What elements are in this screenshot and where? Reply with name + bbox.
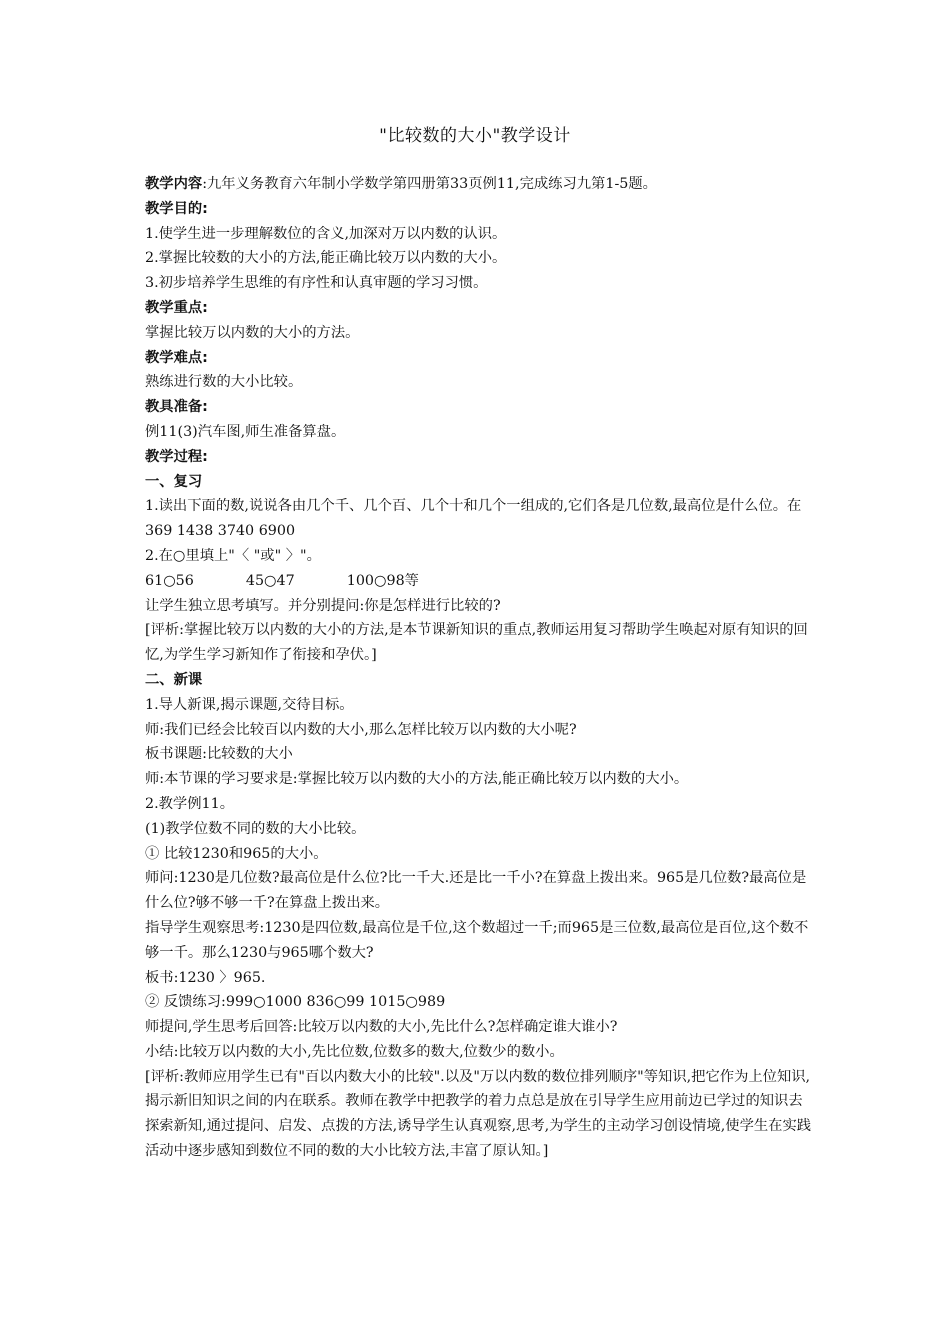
process-heading: 教学过程: <box>145 448 208 465</box>
feedback-practice: ② 反馈练习:999○1000 836○99 1015○989 <box>145 994 446 1011</box>
teacher-line-3: 师提问,学生思考后回答:比较万以内数的大小,先比什么?怎样确定谁大谁小? <box>145 1019 618 1036</box>
review-question-1: 1.读出下面的数,说说各由几个千、几个百、几个十和几个一组成的,它们各是几位数,最高位是什么位。在 <box>145 498 802 515</box>
guide-text: 指导学生观察思考:1230是四位数,最高位是千位,这个数超过一千;而965是三位数,最高位是百位,这个数不够一千。那么1230与965哪个数大? <box>145 919 809 961</box>
document-body <box>145 172 813 1164</box>
new-step-2-1: (1)教学位数不同的数的大小比较。 <box>145 820 366 837</box>
review-compare-row <box>145 569 813 594</box>
document-title: "比较数的大小"教学设计 <box>379 126 571 146</box>
new-step-2: 2.教学例11。 <box>145 795 235 812</box>
section-review-heading: 一、复习 <box>145 473 203 490</box>
difficulty-text: 熟练进行数的大小比较。 <box>145 374 303 391</box>
review-compare-a: 61○56 <box>145 572 194 589</box>
content-text: :九年义务教育六年制小学数学第四册第33页例11,完成练习九第1-5题。 <box>202 176 657 192</box>
goal-item: 1.使学生进一步理解数位的含义,加深对万以内数的认识。 <box>145 225 507 242</box>
key-text: 掌握比较万以内数的大小的方法。 <box>145 324 360 341</box>
review-compare-b: 45○47 <box>245 572 295 589</box>
board-text: 板书:1230 〉965. <box>145 969 266 986</box>
tools-text: 例11(3)汽车图,师生准备算盘。 <box>145 423 346 440</box>
review-compare-c: 100○98等 <box>346 572 419 589</box>
content-line <box>145 172 813 197</box>
section-new-heading: 二、新课 <box>145 671 203 688</box>
tools-heading: 教具准备: <box>145 399 208 416</box>
teacher-line-1: 师:我们已经会比较百以内数的大小,那么怎样比较万以内数的大小呢? <box>145 721 577 738</box>
content-label: 教学内容 <box>145 176 203 192</box>
goal-heading: 教学目的: <box>145 200 208 217</box>
review-prompt: 让学生独立思考填写。并分别提问:你是怎样进行比较的? <box>145 597 501 614</box>
key-heading: 教学重点: <box>145 299 208 316</box>
review-question-2: 2.在○里填上"〈 "或" 〉"。 <box>145 547 321 564</box>
review-comment: [评析:掌握比较万以内数的大小的方法,是本节课新知识的重点,教师运用复习帮助学生唤起对原有知识的回忆,为学生学习新知作了衔接和孕伏。] <box>145 622 808 664</box>
board-title: 板书课题:比较数的大小 <box>145 746 293 763</box>
teacher-line-2: 师:本节课的学习要求是:掌握比较万以内数的大小的方法,能正确比较万以内数的大小。 <box>145 771 689 788</box>
goal-item: 2.掌握比较数的大小的方法,能正确比较万以内数的大小。 <box>145 250 507 267</box>
new-comment: [评析:教师应用学生已有"百以内数大小的比较".以及"万以内数的数位排列顺序"等知识,把它作为上位知识,揭示新旧知识之间的内在联系。教师在教学中把教学的着力点总是放在引导学生应用前边已学过的知识去探索新知,通过提问、启发、点拨的方法,诱导学生认真观察,思考,为学生的主动学习创设情境,使学生在实践活动中逐步感知到数位不同的数的大小比较方法,丰富了原认知。] <box>145 1068 812 1160</box>
review-numbers: 369 1438 3740 6900 <box>145 523 296 540</box>
teacher-question: 师问:1230是几位数?最高位是什么位?比一千大.还是比一千小?在算盘上拨出来。965是几位数?最高位是什么位?够不够一千?在算盘上拨出来。 <box>145 870 807 912</box>
summary-text: 小结:比较万以内数的大小,先比位数,位数多的数大,位数少的数小。 <box>145 1043 564 1060</box>
new-step-1: 1.导人新课,揭示课题,交待目标。 <box>145 696 354 713</box>
new-step-2-1-a: ① 比较1230和965的大小。 <box>145 845 328 862</box>
goal-item: 3.初步培养学生思维的有序性和认真审题的学习习惯。 <box>145 275 488 292</box>
difficulty-heading: 教学难点: <box>145 349 208 366</box>
